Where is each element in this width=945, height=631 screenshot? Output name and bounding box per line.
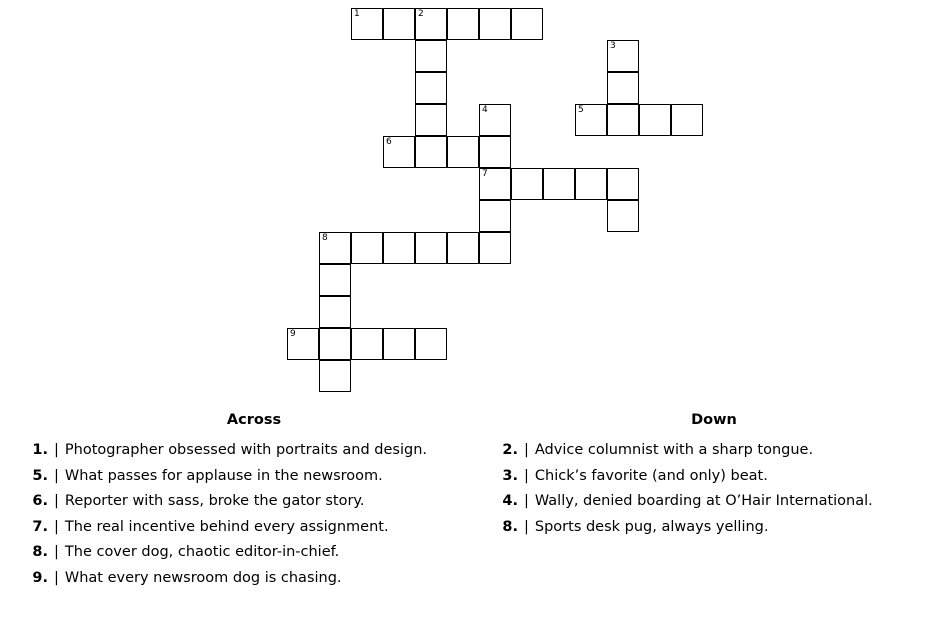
grid-cell[interactable] (415, 72, 447, 104)
cell-number: 2 (418, 9, 424, 19)
grid-cell[interactable] (287, 328, 319, 360)
grid-cell[interactable] (447, 8, 479, 40)
clue-separator: | (54, 442, 59, 458)
grid-cell[interactable] (479, 136, 511, 168)
grid-cell[interactable] (415, 232, 447, 264)
cell-number: 9 (290, 329, 296, 339)
down-clue-number: 2. (502, 442, 518, 458)
clue-separator: | (54, 569, 59, 586)
across-clue-number: 9. (32, 569, 48, 586)
down-clues-column (490, 412, 930, 540)
clue-separator: | (54, 518, 59, 535)
grid-cell[interactable] (543, 168, 575, 200)
down-clue-text: Advice columnist with a sharp tongue. (534, 442, 814, 458)
grid-cell[interactable] (639, 104, 671, 136)
grid-cell[interactable] (447, 136, 479, 168)
clue-separator: | (54, 544, 59, 560)
grid-cell[interactable] (575, 104, 607, 136)
grid-cell[interactable] (479, 232, 511, 264)
across-heading: Across (226, 412, 282, 428)
across-clue-number: 7. (32, 518, 48, 535)
down-clue-list (490, 438, 930, 540)
down-clue-item[interactable] (490, 438, 930, 464)
clue-separator: | (54, 493, 59, 509)
down-clue-number: 4. (502, 493, 518, 509)
clue-separator: | (524, 467, 529, 484)
grid-cell[interactable] (479, 168, 511, 200)
grid-cell[interactable] (415, 8, 447, 40)
grid-cell[interactable] (351, 328, 383, 360)
down-clue-number: 8. (502, 518, 518, 535)
grid-cell[interactable] (319, 264, 351, 296)
grid-cell[interactable] (607, 104, 639, 136)
across-clue-text: What every newsroom dog is chasing. (64, 569, 342, 586)
down-clue-number: 3. (502, 467, 518, 484)
across-clue-number: 1. (32, 442, 48, 458)
across-clue-text: Photographer obsessed with portraits and design. (64, 442, 428, 458)
clue-separator: | (524, 493, 529, 509)
down-heading: Down (691, 412, 737, 428)
grid-cell[interactable] (479, 200, 511, 232)
down-clue-item[interactable] (490, 489, 930, 515)
across-clue-number: 8. (32, 544, 48, 560)
clue-separator: | (524, 518, 529, 535)
across-clue-text: The real incentive behind every assignment. (64, 518, 389, 535)
grid-cell[interactable] (607, 168, 639, 200)
grid-cell[interactable] (383, 232, 415, 264)
down-clue-text: Chick’s favorite (and only) beat. (534, 467, 768, 484)
cell-number: 5 (578, 105, 584, 115)
across-clue-number: 5. (32, 467, 48, 484)
grid-cell[interactable] (607, 40, 639, 72)
across-clue-list (20, 438, 460, 591)
cell-number: 7 (482, 169, 488, 179)
grid-cell[interactable] (447, 232, 479, 264)
grid-cell[interactable] (319, 328, 351, 360)
across-clue-text: The cover dog, chaotic editor-in-chief. (64, 544, 340, 560)
grid-cell[interactable] (319, 232, 351, 264)
grid-cell[interactable] (415, 328, 447, 360)
cell-number: 4 (482, 105, 488, 115)
across-clue-text: What passes for applause in the newsroom. (64, 467, 383, 484)
grid-cell[interactable] (383, 328, 415, 360)
cell-number: 8 (322, 233, 328, 243)
across-clue-text: Reporter with sass, broke the gator story. (64, 493, 365, 509)
grid-cell[interactable] (415, 40, 447, 72)
down-clue-item[interactable] (490, 464, 930, 490)
across-clue-item[interactable] (20, 540, 460, 566)
down-clue-item[interactable] (490, 515, 930, 541)
across-clue-item[interactable] (20, 489, 460, 515)
across-clue-item[interactable] (20, 438, 460, 464)
clues-section (0, 412, 945, 631)
grid-cell[interactable] (511, 168, 543, 200)
grid-cell[interactable] (319, 360, 351, 392)
grid-cell[interactable] (383, 136, 415, 168)
grid-cell[interactable] (479, 8, 511, 40)
grid-cell[interactable] (351, 232, 383, 264)
across-clue-number: 6. (32, 493, 48, 509)
cell-number: 6 (386, 137, 392, 147)
down-clue-text: Sports desk pug, always yelling. (534, 518, 769, 535)
grid-cell[interactable] (383, 8, 415, 40)
grid-cell[interactable] (607, 200, 639, 232)
across-clue-item[interactable] (20, 464, 460, 490)
grid-cell[interactable] (511, 8, 543, 40)
grid-cell[interactable] (671, 104, 703, 136)
cell-number: 1 (354, 9, 360, 19)
across-clue-item[interactable] (20, 515, 460, 541)
grid-cell[interactable] (415, 136, 447, 168)
down-clue-text: Wally, denied boarding at O’Hair International. (534, 493, 873, 509)
across-clues-column (20, 412, 460, 591)
grid-cell[interactable] (415, 104, 447, 136)
clue-separator: | (524, 442, 529, 458)
cell-number: 3 (610, 41, 616, 51)
grid-cell[interactable] (479, 104, 511, 136)
clue-separator: | (54, 467, 59, 484)
grid-cell[interactable] (607, 72, 639, 104)
across-clue-item[interactable] (20, 566, 460, 592)
grid-cell[interactable] (319, 296, 351, 328)
grid-cell[interactable] (351, 8, 383, 40)
grid-cell[interactable] (575, 168, 607, 200)
